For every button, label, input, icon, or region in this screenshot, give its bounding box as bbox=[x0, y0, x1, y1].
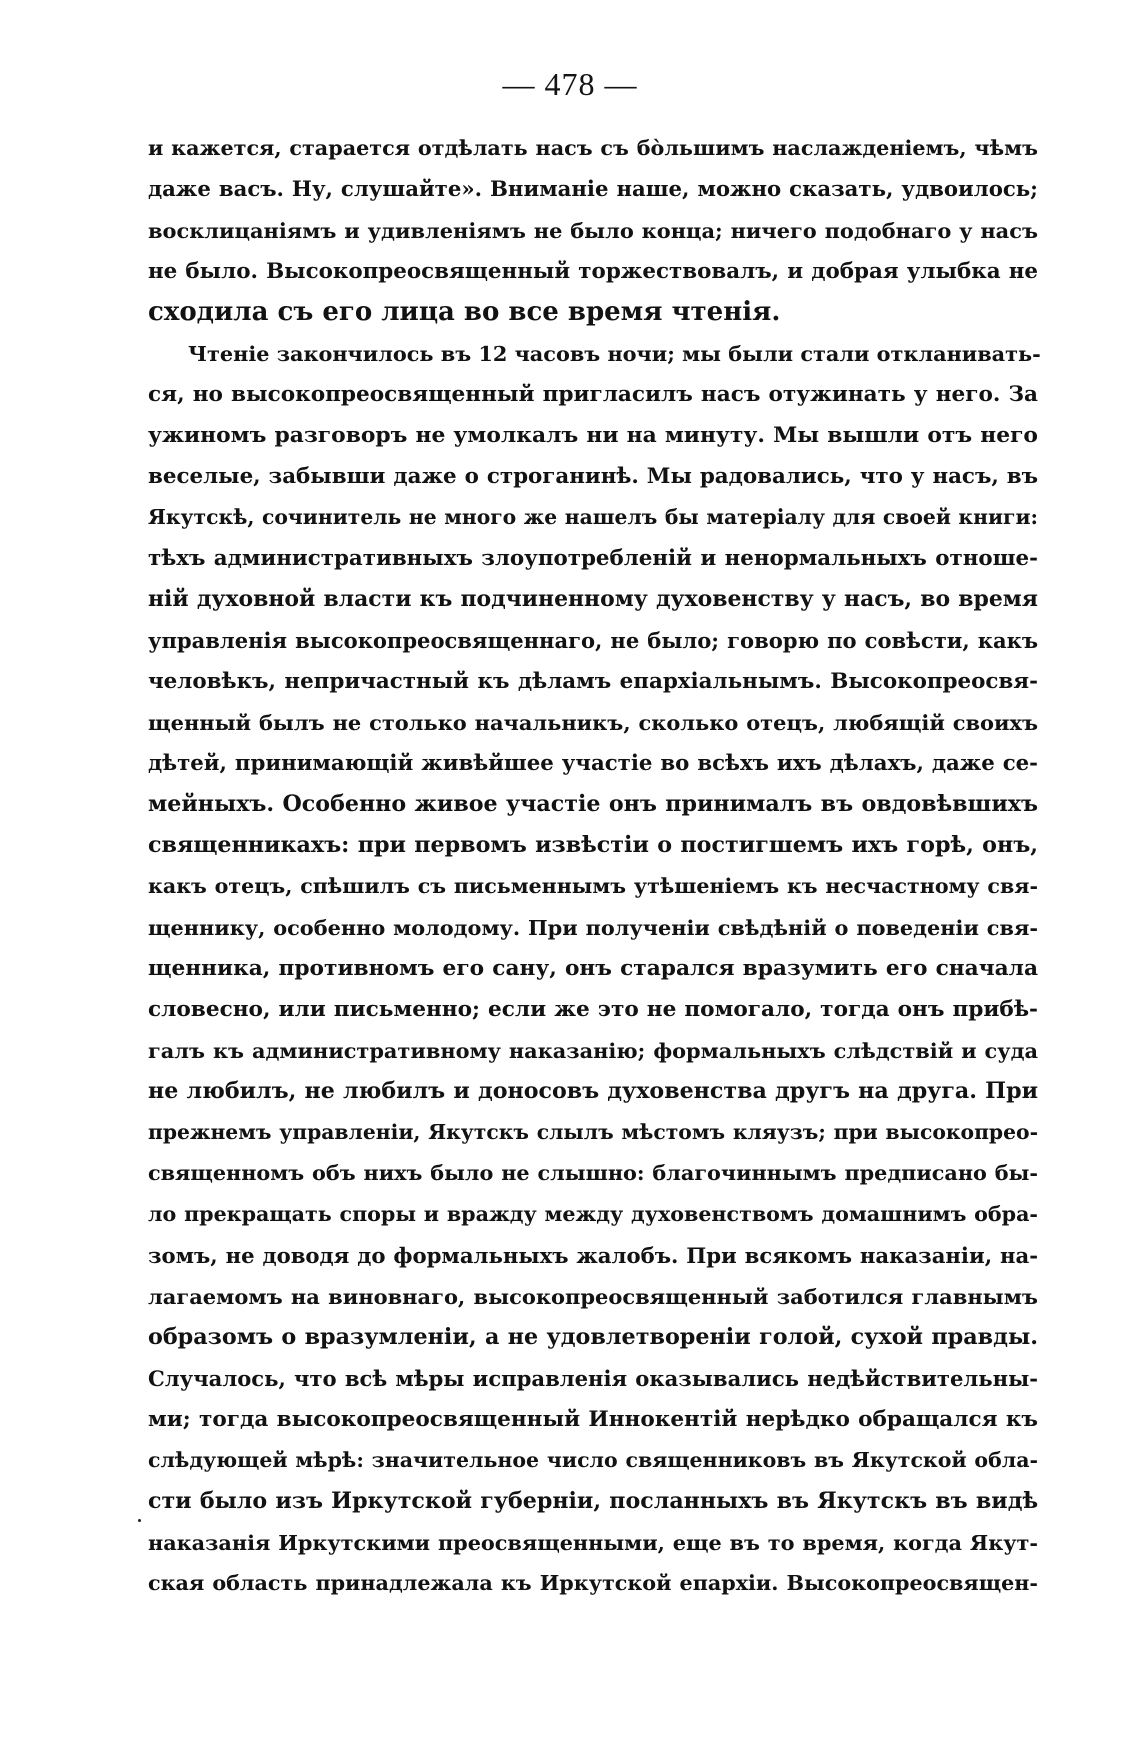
text-line: дѣтей, принимающій живѣйшее участіе во всѣхъ ихъ дѣлахъ, даже се- bbox=[148, 751, 1038, 776]
text-line: управленія высокопреосвященнаго, не было; говорю по совѣсти, какъ bbox=[148, 628, 1038, 653]
text-line: ній духовной власти къ подчиненному духовенству у насъ, во время bbox=[148, 586, 1038, 612]
text-line: какъ отецъ, спѣшилъ съ письменнымъ утѣшеніемъ къ несчастному свя- bbox=[148, 874, 1038, 898]
text-line: ужиномъ разговоръ не умолкалъ ни на минуту. Мы вышли отъ него bbox=[148, 423, 1038, 448]
text-line: наказанія Иркутскими преосвященными, еще въ то время, когда Якут- bbox=[148, 1530, 1038, 1555]
text-line: Якутскѣ, сочинитель не много же нашелъ бы матеріалу для своей книги: bbox=[148, 505, 1038, 529]
text-line: не любилъ, не любилъ и доносовъ духовенства другъ на друга. При bbox=[148, 1078, 1038, 1104]
text-line: сходила съ его лица во все время чтенія. bbox=[148, 297, 781, 327]
paragraph-1 bbox=[148, 128, 1038, 333]
text-line: не было. Высокопреосвященный торжествовалъ, и добрая улыбка не bbox=[148, 259, 1038, 284]
text-line: щенный былъ не столько начальникъ, сколько отецъ, любящій своихъ bbox=[148, 710, 1038, 735]
text-line: слѣдующей мѣрѣ: значительное число священниковъ въ Якутской обла- bbox=[148, 1448, 1038, 1472]
paragraph-2 bbox=[148, 333, 1041, 1604]
text-line: и кажется, старается отдѣлать насъ съ бо̀льшимъ наслажденіемъ, чѣмъ bbox=[148, 136, 1038, 160]
text-line: мейныхъ. Особенно живое участіе онъ принималъ въ овдовѣвшихъ bbox=[148, 791, 1038, 817]
text-line: зомъ, не доводя до формальныхъ жалобъ. При всякомъ наказаніи, на- bbox=[148, 1243, 1038, 1268]
text-line: прежнемъ управленіи, Якутскъ слылъ мѣстомъ кляузъ; при высокопрео- bbox=[148, 1120, 1038, 1144]
text-line: ми; тогда высокопреосвященный Иннокентій нерѣдко обращался къ bbox=[148, 1407, 1038, 1432]
text-line: словесно, или письменно; если же это не помогало, тогда онъ прибѣ- bbox=[148, 997, 1038, 1022]
text-line: Случалось, что всѣ мѣры исправленія оказывались недѣйствительны- bbox=[148, 1366, 1038, 1391]
text-line: образомъ о вразумленіи, а не удовлетвореніи голой, сухой правды. bbox=[148, 1324, 1038, 1350]
text-line: щенника, противномъ его сану, онъ старался вразумить его сначала bbox=[148, 956, 1038, 981]
text-line: ся, но высокопреосвященный пригласилъ насъ отужинать у него. За bbox=[148, 382, 1038, 407]
text-line: священникахъ: при первомъ извѣстіи о постигшемъ ихъ горѣ, онъ, bbox=[148, 832, 1038, 858]
text-line: ская область принадлежала къ Иркутской епархіи. Высокопреосвящен- bbox=[148, 1571, 1038, 1595]
scan-speck bbox=[138, 1519, 141, 1522]
text-line: тѣхъ административныхъ злоупотребленій и ненормальныхъ отноше- bbox=[148, 546, 1038, 571]
text-line: человѣкъ, непричастный къ дѣламъ епархіальнымъ. Высокопреосвя- bbox=[148, 669, 1038, 694]
text-line: веселые, забывши даже о строганинѣ. Мы радовались, что у насъ, въ bbox=[148, 464, 1038, 489]
text-line: священномъ объ нихъ было не слышно: благочиннымъ предписано бы- bbox=[148, 1161, 1038, 1185]
text-line: ло прекращать споры и вражду между духовенствомъ домашнимъ обра- bbox=[148, 1202, 1038, 1226]
text-line: галъ къ административному наказанію; формальныхъ слѣдствій и суда bbox=[148, 1038, 1038, 1063]
text-line: даже васъ. Ну, слушайте». Вниманіе наше, можно сказать, удвоилось; bbox=[148, 177, 1038, 202]
text-line: Чтеніе закончилось въ 12 часовъ ночи; мы были стали откланивать- bbox=[188, 341, 1041, 366]
text-line: лагаемомъ на виновнаго, высокопреосвященный заботился главнымъ bbox=[148, 1284, 1038, 1309]
text-line: щеннику, особенно молодому. При полученіи свѣдѣній о поведеніи свя- bbox=[148, 915, 1038, 940]
text-line: восклицаніямъ и удивленіямъ не было конца; ничего подобнаго у насъ bbox=[148, 218, 1038, 243]
body-text bbox=[148, 128, 1041, 1604]
page-number: — 478 — bbox=[502, 66, 638, 102]
text-line: сти было изъ Иркутской губерніи, посланныхъ въ Якутскъ въ видѣ bbox=[148, 1488, 1038, 1514]
